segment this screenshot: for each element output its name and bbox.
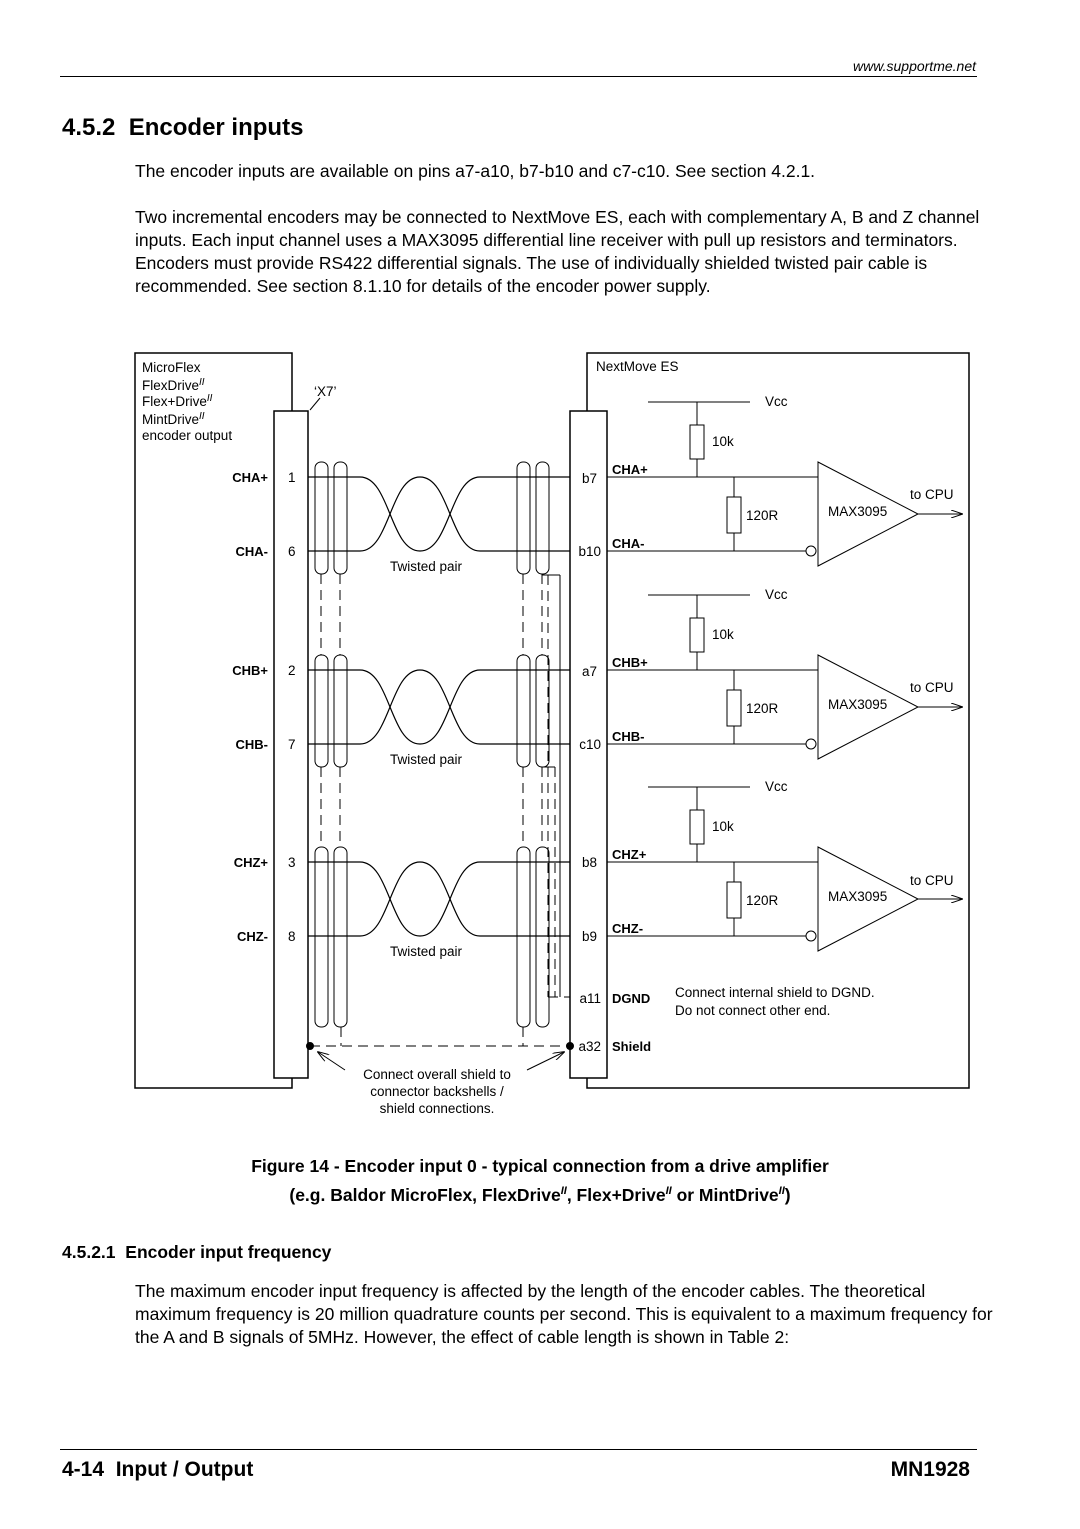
cha-neg-sig: CHA-: [612, 536, 645, 551]
section-number: 4.5.2: [62, 114, 116, 141]
dgnd-term: a11: [579, 991, 601, 1006]
terminator-label-z: 120R: [746, 893, 779, 908]
chb-pos-term: a7: [581, 664, 597, 679]
to-cpu-label-a: to CPU: [910, 487, 954, 502]
connector-label: ‘X7’: [314, 384, 337, 399]
chz-pos-sig: CHZ+: [612, 847, 647, 862]
cha-neg-term: b10: [578, 544, 601, 559]
shield-term: a32: [578, 1039, 601, 1054]
chz-neg-pin: 8: [288, 929, 296, 944]
dgnd-note-1: Connect internal shield to DGND.: [675, 985, 875, 1000]
shield-sig: Shield: [612, 1039, 652, 1054]
chb-pos-pin: 2: [288, 663, 296, 678]
to-cpu-label-z: to CPU: [910, 873, 954, 888]
vcc-label-z: Vcc: [765, 779, 788, 794]
to-cpu-label-b: to CPU: [910, 680, 954, 695]
twisted-pair-label-b: Twisted pair: [390, 752, 463, 767]
section-title-text: Encoder inputs: [128, 114, 304, 141]
section-title: [62, 114, 303, 142]
chb-neg-sig: CHB-: [612, 729, 645, 744]
footer-doc: MN1928: [890, 1458, 970, 1481]
subsection-number: 4.5.2.1: [62, 1242, 116, 1262]
chb-pos-sig: CHB+: [612, 655, 648, 670]
header-url: www.supportme.net: [853, 58, 976, 74]
paragraph-frequency: The maximum encoder input frequency is affected by the length of the encoder cables. The theoretical maximum frequency is 20 million quadrature counts per second. This is equivalent to a maximum frequency for the A and B signals of 5MHz. However, the effect of cable length is shown in Table 2:: [135, 1281, 993, 1347]
footer-left: [62, 1458, 253, 1482]
figure-caption: [60, 1154, 1020, 1208]
twisted-pair-label-a: Twisted pair: [390, 559, 463, 574]
drive-label-2: FlexDrive$^{II}$: [142, 377, 205, 393]
subsection-title: [62, 1242, 331, 1263]
figure-caption-line2: (e.g. Baldor MicroFlex, FlexDrive$^{II}$, Flex+Drive$^{II}$ or MintDrive$^{II}$): [289, 1184, 791, 1205]
footer-chapter: Input / Output: [115, 1458, 254, 1481]
dgnd-note-2: Do not connect other end.: [675, 1003, 831, 1018]
cha-pos-sig: CHA+: [612, 462, 648, 477]
encoder-wiring-diagram: [0, 340, 1080, 1130]
cha-pos-label: CHA+: [232, 470, 268, 485]
receiver-label-a: MAX3095: [828, 504, 888, 519]
chz-pos-label: CHZ+: [233, 855, 268, 870]
chb-neg-pin: 7: [288, 737, 296, 752]
nextmove-label: NextMove ES: [596, 359, 679, 374]
twisted-pair-label-z: Twisted pair: [390, 944, 463, 959]
chz-pos-term: b8: [581, 855, 597, 870]
pullup-label-a: 10k: [712, 434, 734, 449]
chz-neg-sig: CHZ-: [612, 921, 644, 936]
cha-pos-pin: 1: [288, 470, 296, 485]
drive-label-3: Flex+Drive$^{II}$: [142, 393, 213, 409]
pullup-label-b: 10k: [712, 627, 734, 642]
vcc-label-b: Vcc: [765, 587, 788, 602]
drive-label-4: MintDrive$^{II}$: [142, 411, 205, 427]
terminator-label-a: 120R: [746, 508, 779, 523]
receiver-a: [607, 402, 962, 566]
chb-pos-label: CHB+: [232, 663, 268, 678]
chz-pos-pin: 3: [288, 855, 296, 870]
drive-box: [135, 353, 292, 1088]
header-rule: [60, 76, 977, 77]
receiver-z: [607, 787, 962, 951]
chb-neg-label: CHB-: [235, 737, 268, 752]
subsection-title-text: Encoder input frequency: [125, 1242, 332, 1262]
cha-neg-label: CHA-: [235, 544, 268, 559]
figure-caption-line1: Figure 14 - Encoder input 0 - typical connection from a drive amplifier: [251, 1156, 829, 1176]
footer-rule: [60, 1449, 977, 1450]
dgnd-sig: DGND: [612, 991, 651, 1006]
paragraph-pins: The encoder inputs are available on pins a7-a10, b7-b10 and c7-c10. See section 4.2.1.: [135, 161, 816, 181]
chz-neg-term: b9: [581, 929, 597, 944]
drive-label-5: encoder output: [142, 428, 233, 443]
shield-note-3: shield connections.: [379, 1101, 495, 1116]
cha-pos-term: b7: [581, 471, 597, 486]
footer-page: 4-14: [62, 1458, 105, 1481]
chb-neg-term: c10: [579, 737, 601, 752]
pullup-label-z: 10k: [712, 819, 734, 834]
vcc-label-a: Vcc: [765, 394, 788, 409]
receiver-label-z: MAX3095: [828, 889, 888, 904]
drive-label-1: MicroFlex: [142, 360, 201, 375]
shield-note-1: Connect overall shield to: [363, 1067, 511, 1082]
shield-note-2: connector backshells /: [370, 1084, 504, 1099]
receiver-b: [607, 595, 962, 759]
terminator-label-b: 120R: [746, 701, 779, 716]
chz-neg-label: CHZ-: [236, 929, 268, 944]
receiver-label-b: MAX3095: [828, 697, 888, 712]
paragraph-encoders: Two incremental encoders may be connected to NextMove ES, each with complementary A, B and Z channel inputs. Each input channel uses a MAX3095 differential line receiver with pull up resistors and terminators. Encoders must provide RS422 differential signals. The use of individually shielded twisted pair cable is recommended. See section 8.1.10 for details of the encoder power supply.: [135, 207, 980, 296]
cha-neg-pin: 6: [288, 544, 296, 559]
